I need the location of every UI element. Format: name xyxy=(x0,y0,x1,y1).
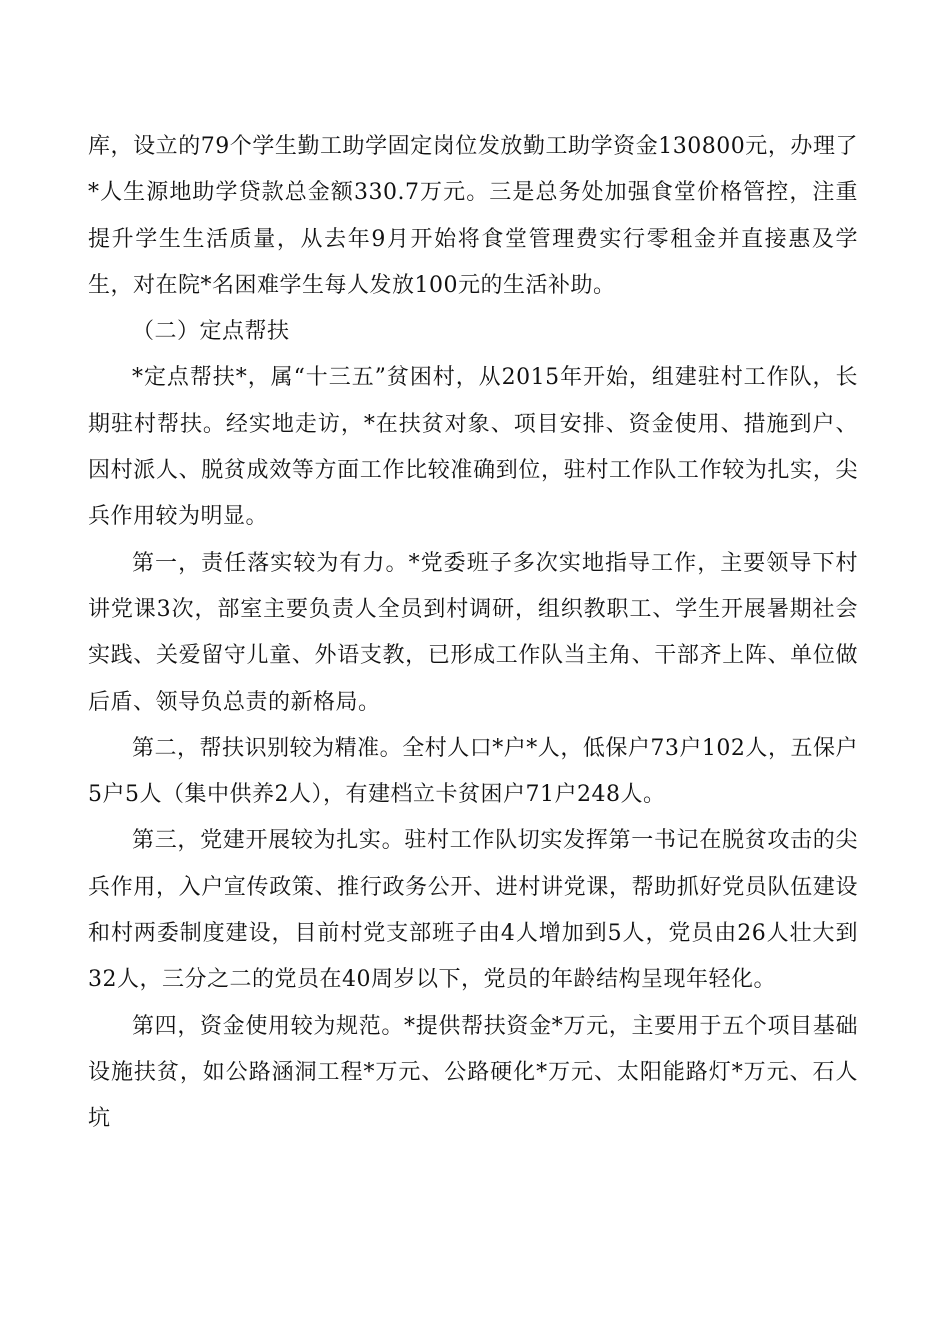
paragraph-continuation: 库，设立的79个学生勤工助学固定岗位发放勤工助学资金130800元，办理了*人生源地助学贷款总金额330.7万元。三是总务处加强食堂价格管控，注重提升学生生活质量，从去年9月开始将食堂管理费实行零租金并直接惠及学生，对在院*名困难学生每人发放100元的生活补助。 xyxy=(88,134,858,298)
paragraph-third: 第三，党建开展较为扎实。驻村工作队切实发挥第一书记在脱贫攻击的尖兵作用，入户宣传政策、推行政务公开、进村讲党课，帮助抓好党员队伍建设和村两委制度建设，目前村党支部班子由4人增加到5人，党员由26人壮大到32人，三分之二的党员在40周岁以下，党员的年龄结构呈现年轻化。 xyxy=(88,828,858,993)
paragraph-second: 第二，帮扶识别较为精准。全村人口*户*人，低保户73户102人，五保户5户5人（集中供养2人），有建档立卡贫困户71户248人。 xyxy=(88,735,858,808)
paragraph-first: 第一，责任落实较为有力。*党委班子多次实地指导工作，主要领导下村讲党课3次，部室主要负责人全员到村调研，组织教职工、学生开展暑期社会实践、关爱留守儿童、外语支教，已形成工作队当主角、干部齐上阵、单位做后盾、领导负总责的新格局。 xyxy=(88,550,858,715)
paragraph-fourth: 第四，资金使用较为规范。*提供帮扶资金*万元，主要用于五个项目基础设施扶贫，如公路涵洞工程*万元、公路硬化*万元、太阳能路灯*万元、石人坑 xyxy=(88,1013,858,1132)
document-body xyxy=(88,124,858,1143)
section-heading-targeted-assistance: （二）定点帮扶 xyxy=(132,319,290,345)
paragraph-overview: *定点帮扶*，属“十三五”贫困村，从2015年开始，组建驻村工作队，长期驻村帮扶。经实地走访，*在扶贫对象、项目安排、资金使用、措施到户、因村派人、脱贫成效等方面工作比较准确到位，驻村工作队工作较为扎实，尖兵作用较为明显。 xyxy=(88,365,858,530)
